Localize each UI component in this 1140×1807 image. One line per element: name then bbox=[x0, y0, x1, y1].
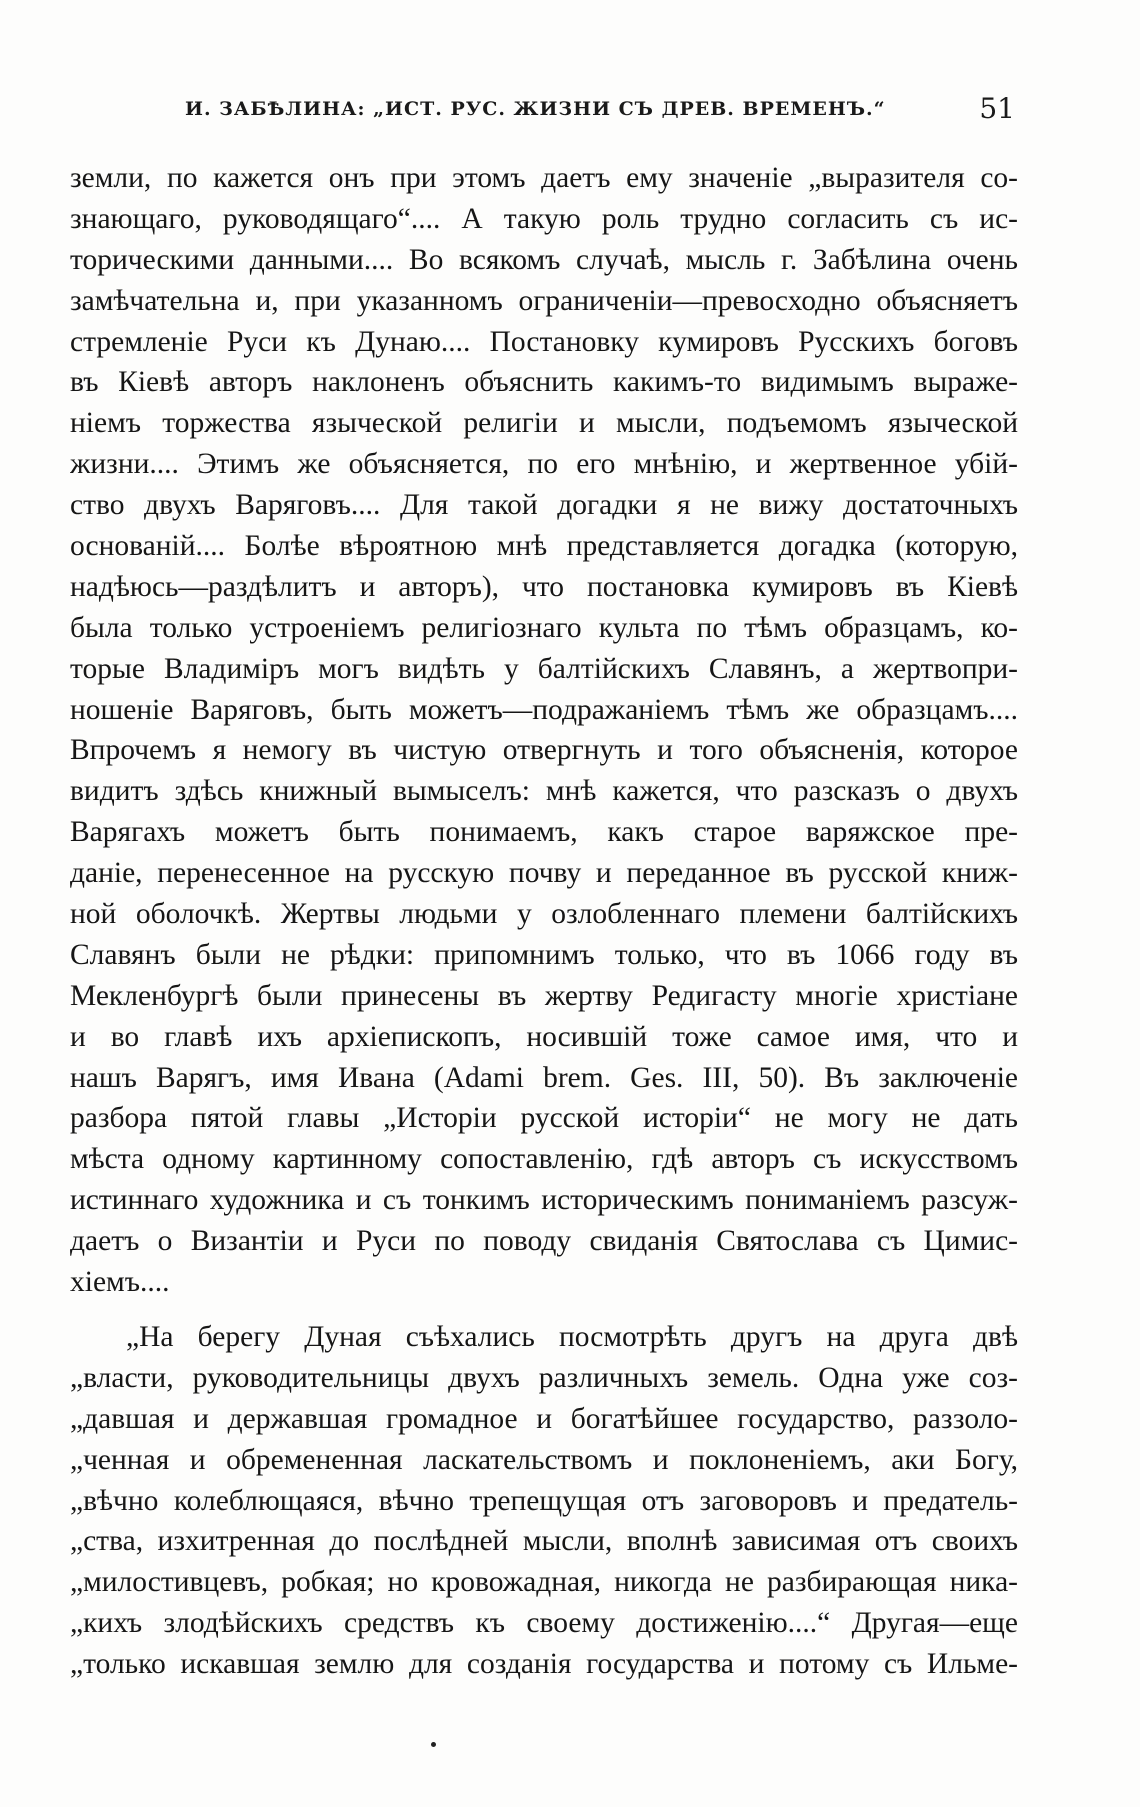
text-line: „кихъ злодѣйскихъ средствъ къ своему достиженію....“ Другая—еще bbox=[70, 1607, 1018, 1640]
text-line: ніемъ торжества языческой религіи и мысли, подъемомъ языческой bbox=[70, 407, 1018, 440]
page-header bbox=[185, 92, 1015, 132]
text-line: „власти, руководительницы двухъ различныхъ земель. Одна уже соз- bbox=[70, 1361, 1018, 1394]
text-line: видитъ здѣсь книжный вымыселъ: мнѣ кажется, что разсказъ о двухъ bbox=[70, 775, 1018, 808]
text-line: основаній.... Болѣе вѣроятною мнѣ представляется догадка (которую, bbox=[70, 530, 1018, 563]
text-line: „только искавшая землю для созданія государства и потому съ Ильме- bbox=[70, 1648, 1018, 1681]
text-line: даніе, перенесенное на русскую почву и переданное въ русской книж- bbox=[70, 857, 1018, 890]
text-line: „давшая и державшая громадное и богатѣйшее государство, раззоло- bbox=[70, 1402, 1018, 1435]
text-line: ство двухъ Варяговъ.... Для такой догадки я не вижу достаточныхъ bbox=[70, 489, 1018, 522]
text-line: Мекленбургѣ были принесены въ жертву Редигасту многіе христіане bbox=[70, 979, 1018, 1012]
text-line: истиннаго художника и съ тонкимъ историческимъ пониманіемъ разсуж- bbox=[70, 1184, 1018, 1217]
text-line: замѣчательна и, при указанномъ ограниченіи—превосходно объясняетъ bbox=[70, 284, 1018, 317]
text-line: ношеніе Варяговъ, быть можетъ—подражаніемъ тѣмъ же образцамъ.... bbox=[70, 693, 1018, 726]
text-line: въ Кіевѣ авторъ наклоненъ объяснить какимъ-то видимымъ выраже- bbox=[70, 366, 1018, 399]
text-line: стремленіе Руси къ Дунаю.... Постановку кумировъ Русскихъ боговъ bbox=[70, 325, 1018, 358]
text-line: знающаго, руководящаго“.... А такую роль трудно согласить съ ис- bbox=[70, 202, 1018, 235]
text-line: торые Владиміръ могъ видѣть у балтійскихъ Славянъ, а жертвопри- bbox=[70, 652, 1018, 685]
text-line: „На берегу Дуная съѣхались посмотрѣть другъ на друга двѣ bbox=[126, 1320, 1018, 1353]
paragraph-gap bbox=[70, 1303, 1018, 1317]
text-line: торическими данными.... Во всякомъ случаѣ, мысль г. Забѣлина очень bbox=[70, 243, 1018, 276]
text-line: и во главѣ ихъ архіепископъ, носившій тоже самое имя, что и bbox=[70, 1020, 1018, 1053]
text-line: ной оболочкѣ. Жертвы людьми у озлобленнаго племени балтійскихъ bbox=[70, 898, 1018, 931]
quoted-paragraph bbox=[70, 1317, 1018, 1685]
text-line: Варягахъ можетъ быть понимаемъ, какъ старое варяжское пре- bbox=[70, 816, 1018, 849]
text-line: хіемъ.... bbox=[70, 1266, 170, 1299]
text-line: была только устроеніемъ религіознаго культа по тѣмъ образцамъ, ко- bbox=[70, 611, 1018, 644]
paragraph bbox=[70, 158, 1018, 1303]
text-line: Славянъ были не рѣдки: припомнимъ только, что въ 1066 году въ bbox=[70, 938, 1018, 971]
text-line: „милостивцевъ, робкая; но кровожадная, никогда не разбирающая ника- bbox=[70, 1566, 1018, 1599]
text-line: даетъ о Византіи и Руси по поводу свиданія Святослава съ Цимис- bbox=[70, 1225, 1018, 1258]
text-line: мѣста одному картинному сопоставленію, гдѣ авторъ съ искусствомъ bbox=[70, 1143, 1018, 1176]
running-title: И. ЗАБѢЛИНА: „ИСТ. РУС. ЖИЗНИ СЪ ДРЕВ. ВРЕМЕНЪ.“ bbox=[185, 98, 886, 120]
ink-speck bbox=[431, 1742, 436, 1747]
text-line: земли, по кажется онъ при этомъ даетъ ему значеніе „выразителя со- bbox=[70, 162, 1018, 194]
text-line: „ченная и обремененная ласкательствомъ и поклоненіемъ, аки Богу, bbox=[70, 1443, 1018, 1476]
text-line: жизни.... Этимъ же объясняется, по его мнѣнію, и жертвенное убій- bbox=[70, 448, 1018, 481]
text-line: разбора пятой главы „Исторіи русской исторіи“ не могу не дать bbox=[70, 1102, 1018, 1135]
text-line: надѣюсь—раздѣлитъ и авторъ), что постановка кумировъ въ Кіевѣ bbox=[70, 570, 1018, 603]
text-line: Впрочемъ я немогу въ чистую отвергнуть и того объясненія, которое bbox=[70, 734, 1018, 767]
text-line: „ства, изхитренная до послѣдней мысли, вполнѣ зависимая отъ своихъ bbox=[70, 1525, 1018, 1558]
page-number: 51 bbox=[979, 92, 1015, 125]
body-text bbox=[70, 158, 1018, 1685]
text-line: „вѣчно колеблющаяся, вѣчно трепещущая отъ заговоровъ и предатель- bbox=[70, 1484, 1018, 1517]
text-line: нашъ Варягъ, имя Ивана (Adami brem. Ges. III, 50). Въ заключеніе bbox=[70, 1061, 1018, 1094]
